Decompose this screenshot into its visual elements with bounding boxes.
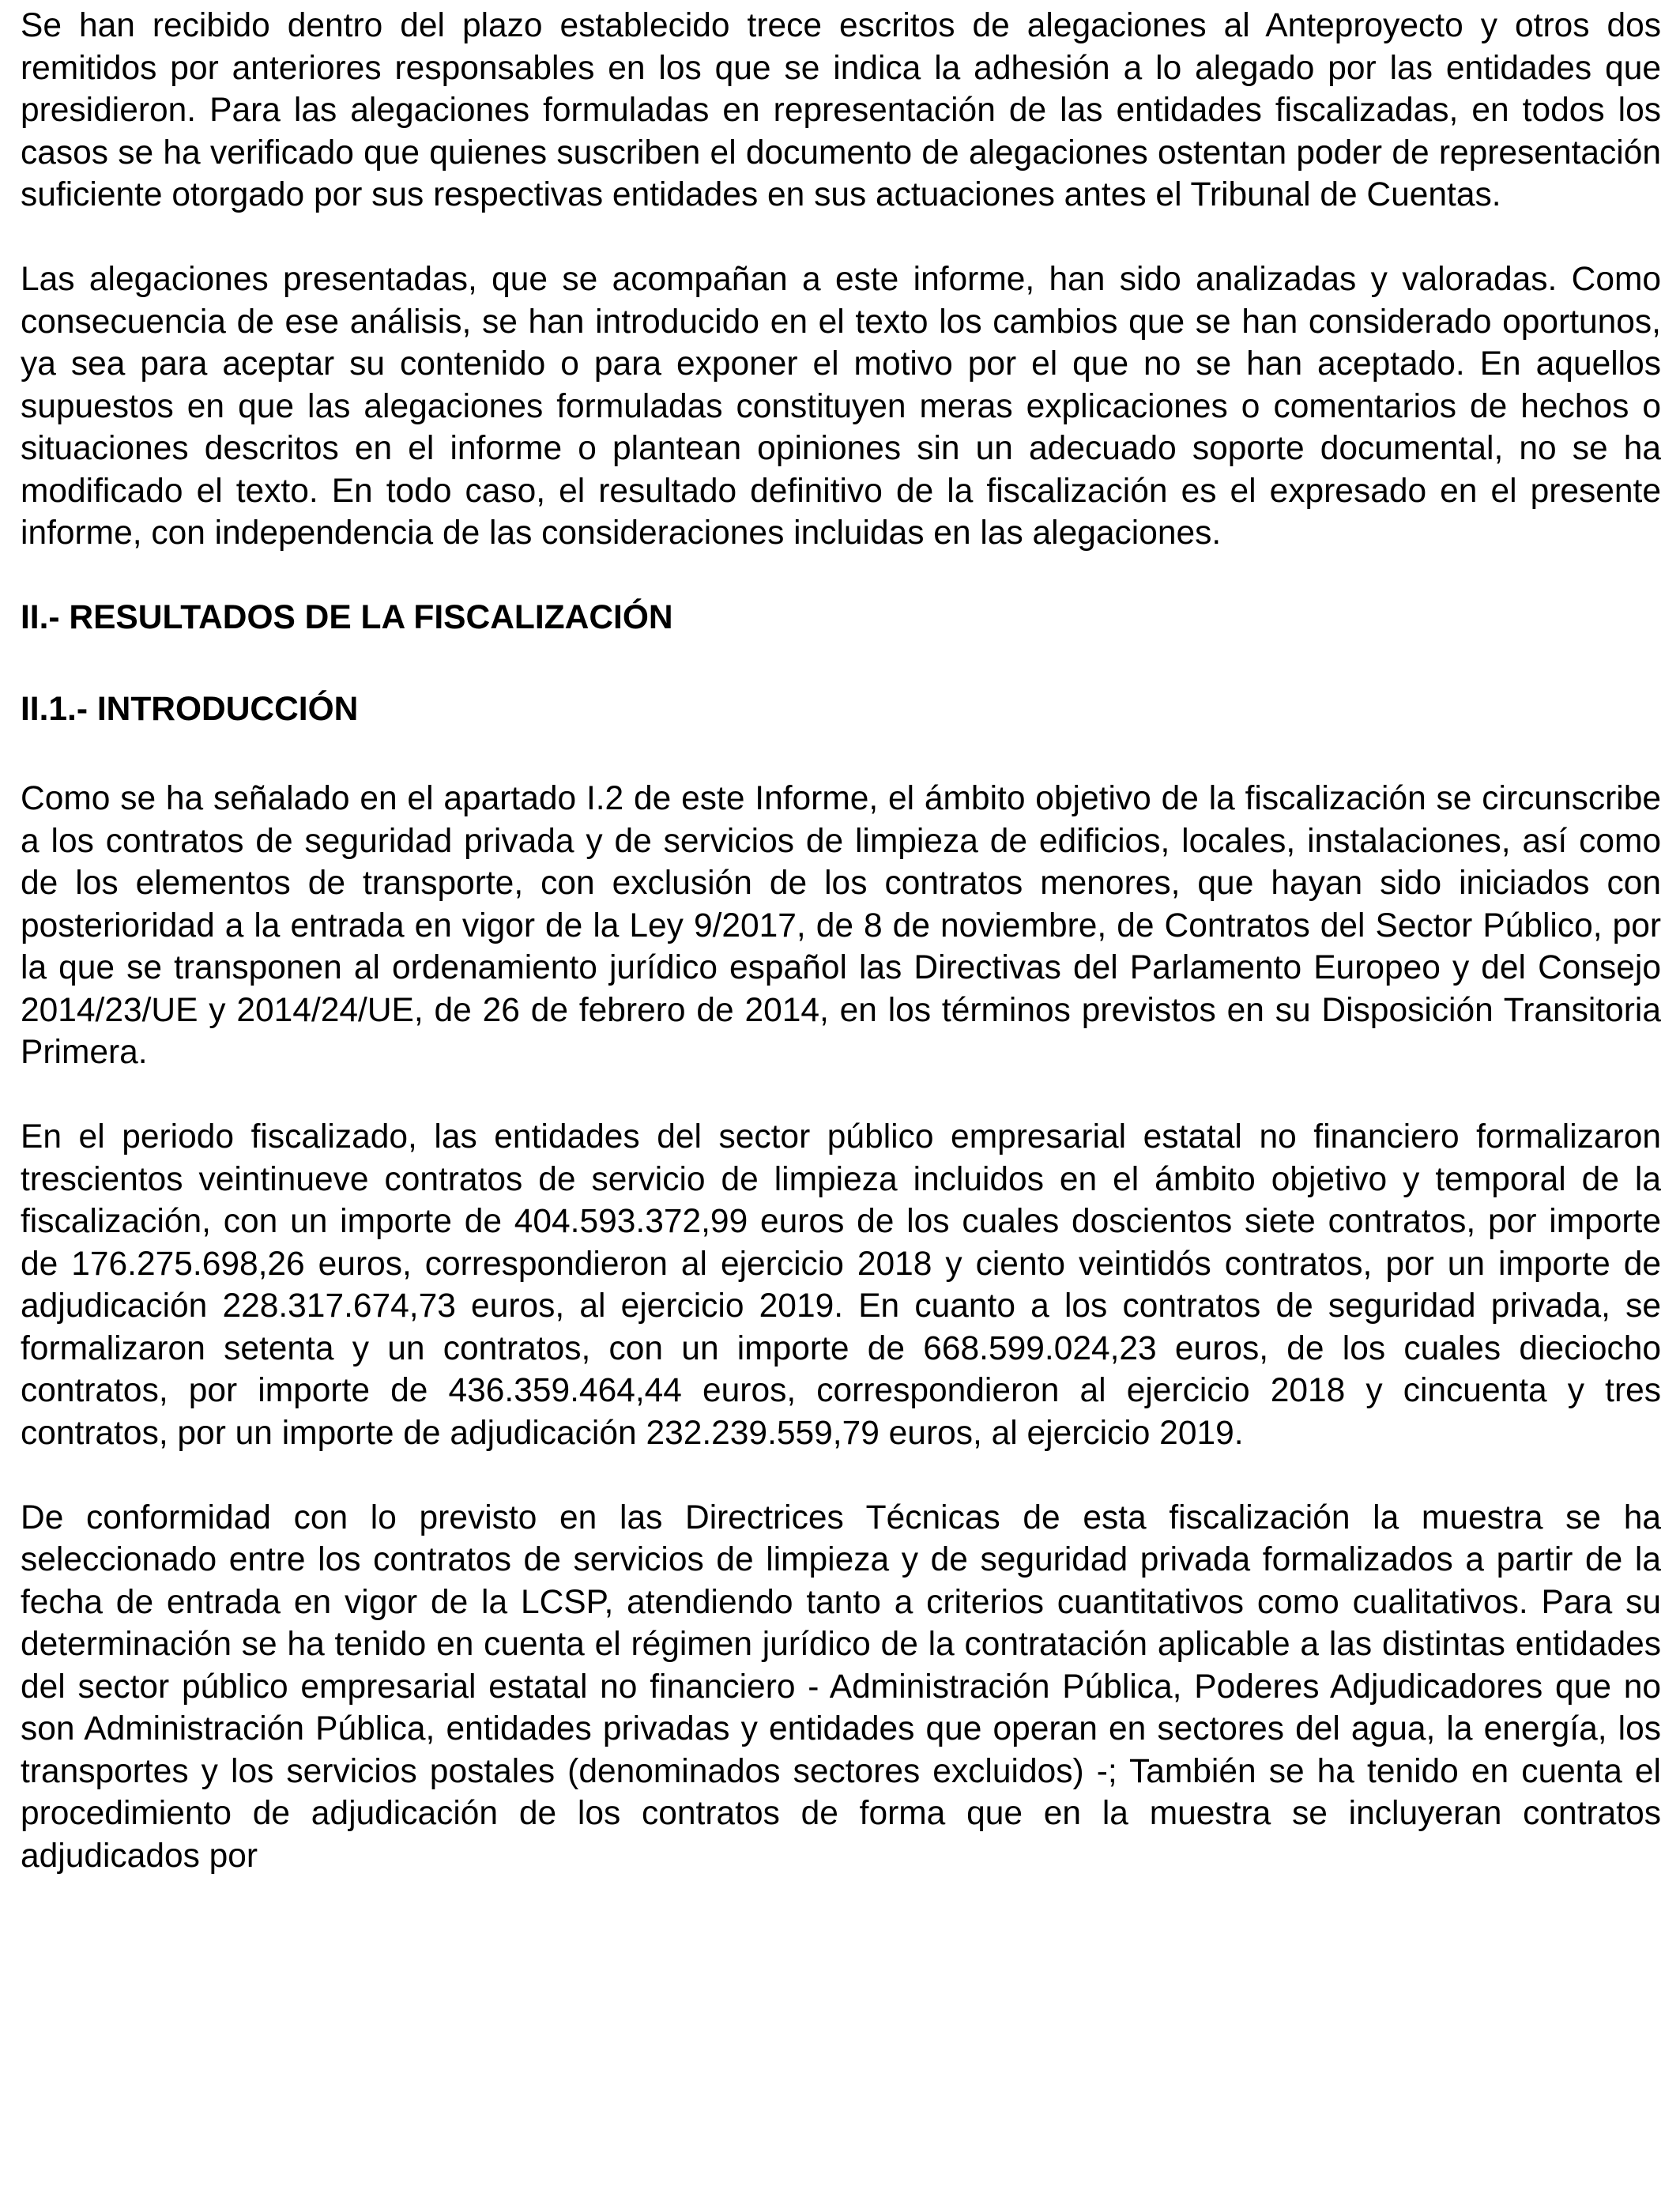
paragraph-alegaciones-analizadas: Las alegaciones presentadas, que se acompañan a este informe, han sido analizadas y valoradas. Como consecuencia de ese análisis, se han introducido en el texto los cambios que se han considerado oportunos, ya sea para aceptar su contenido o para exponer el motivo por el que no se han aceptado. En aquellos supuestos en que las alegaciones formuladas constituyen meras explicaciones o comentarios de hechos o situaciones descritos en el informe o plantean opiniones sin un adecuado soporte documental, no se ha modificado el texto. En todo caso, el resultado definitivo de la fiscalización es el expresado en el presente informe, con independencia de las consideraciones incluidas en las alegaciones. [21,261,1661,552]
paragraph-periodo-fiscalizado: En el periodo fiscalizado, las entidades del sector público empresarial estatal no financiero formalizaron trescientos veintinueve contratos de servicio de limpieza incluidos en el ámbito objetivo y temporal de la fiscalización, con un importe de 404.593.372,99 euros de los cuales doscientos siete contratos, por importe de 176.275.698,26 euros, correspondieron al ejercicio 2018 y ciento veintidós contratos, por un importe de adjudicación 228.317.674,73 euros, al ejercicio 2019. En cuanto a los contratos de seguridad privada, se formalizaron setenta y un contratos, con un importe de 668.599.024,23 euros, de los cuales dieciocho contratos, por importe de 436.359.464,44 euros, correspondieron al ejercicio 2018 y cincuenta y tres contratos, por un importe de adjudicación 232.239.559,79 euros, al ejercicio 2019. [21,1118,1661,1452]
section-heading: II.- RESULTADOS DE LA FISCALIZACIÓN [21,599,673,636]
document-page [21,5,1661,1920]
paragraph-alegaciones-recibidas: Se han recibido dentro del plazo establecido trece escritos de alegaciones al Anteproyecto y otros dos remitidos por anteriores responsables en los que se indica la adhesión a lo alegado por las entidades que presidieron. Para las alegaciones formuladas en representación de las entidades fiscalizadas, en todos los casos se ha verificado que quienes suscriben el documento de alegaciones ostentan poder de representación suficiente otorgado por sus respectivas entidades en sus actuaciones antes el Tribunal de Cuentas. [21,7,1661,213]
paragraph-seleccion-muestra: De conformidad con lo previsto en las Directrices Técnicas de esta fiscalización la muestra se ha seleccionado entre los contratos de servicios de limpieza y de seguridad privada formalizados a partir de la fecha de entrada en vigor de la LCSP, atendiendo tanto a criterios cuantitativos como cualitativos. Para su determinación se ha tenido en cuenta el régimen jurídico de la contratación aplicable a las distintas entidades del sector público empresarial estatal no financiero - Administración Pública, Poderes Adjudicadores que no son Administración Pública, entidades privadas y entidades que operan en sectores del agua, la energía, los transportes y los servicios postales (denominados sectores excluidos) -; También se ha tenido en cuenta el procedimiento de adjudicación de los contratos de forma que en la muestra se incluyeran contratos adjudicados por [21,1498,1661,1875]
subsection-heading: II.1.- INTRODUCCIÓN [21,690,359,728]
paragraph-ambito-objetivo: Como se ha señalado en el apartado I.2 de este Informe, el ámbito objetivo de la fiscalización se circunscribe a los contratos de seguridad privada y de servicios de limpieza de edificios, locales, instalaciones, así como de los elementos de transporte, con exclusión de los contratos menores, que hayan sido iniciados con posterioridad a la entrada en vigor de la Ley 9/2017, de 8 de noviembre, de Contratos del Sector Público, por la que se transponen al ordenamiento jurídico español las Directivas del Parlamento Europeo y del Consejo 2014/23/UE y 2014/24/UE, de 26 de febrero de 2014, en los términos previstos en su Disposición Transitoria Primera. [21,780,1661,1071]
